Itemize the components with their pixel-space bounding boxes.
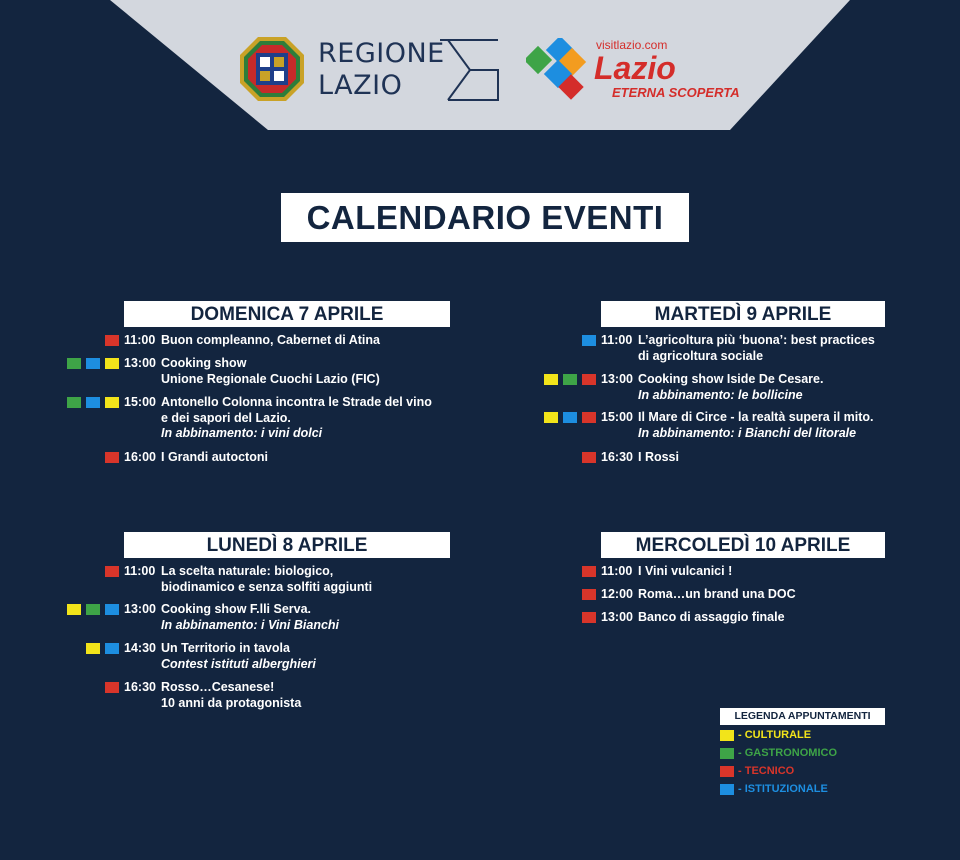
event-line: Banco di assaggio finale (638, 610, 785, 624)
category-red-marker (582, 566, 596, 577)
event-line: Antonello Colonna incontra le Strade del vino (161, 395, 432, 409)
day-header: MARTEDÌ 9 APRILE (601, 301, 885, 327)
lazio-url: visitlazio.com (596, 38, 668, 52)
event-description (638, 587, 796, 603)
category-red-marker (105, 566, 119, 577)
category-blue-marker (105, 604, 119, 615)
event-time: 11:00 (124, 564, 156, 578)
event-line: Cooking show F.lli Serva. (161, 602, 312, 616)
event-time: 13:00 (601, 610, 633, 624)
event-description (638, 333, 875, 364)
category-red-marker (582, 452, 596, 463)
event-time: 13:00 (124, 356, 156, 370)
legend-label: - GASTRONOMICO (738, 747, 837, 759)
page-title: CALENDARIO EVENTI (281, 193, 689, 242)
event-time: 14:30 (124, 641, 156, 655)
event-line: Unione Regionale Cuochi Lazio (FIC) (161, 371, 380, 386)
event-line: 10 anni da protagonista (161, 695, 302, 710)
category-blue-marker (86, 358, 100, 369)
category-red-marker (105, 335, 119, 346)
regione-line2: LAZIO (318, 70, 403, 101)
event-time: 15:00 (124, 395, 156, 409)
event-pairing-note: In abbinamento: i Vini Bianchi (161, 617, 340, 632)
event-line: I Grandi autoctoni (161, 450, 268, 464)
event-description (161, 395, 432, 442)
legend-item (720, 765, 885, 779)
legend-color-marker (720, 730, 734, 741)
event-line: biodinamico e senza solfiti aggiunti (161, 579, 373, 594)
category-blue-marker (105, 643, 119, 654)
event-line: Rosso…Cesanese! (161, 680, 275, 694)
event-line: La scelta naturale: biologico, (161, 564, 334, 578)
category-yellow-marker (544, 412, 558, 423)
event-line: Un Territorio in tavola (161, 641, 290, 655)
category-blue-marker (86, 397, 100, 408)
category-green-marker (86, 604, 100, 615)
regione-lines-decoration (440, 36, 505, 106)
event-line: L’agricoltura più ‘buona’: best practices (638, 333, 875, 347)
category-yellow-marker (67, 604, 81, 615)
event-pairing-note: In abbinamento: le bollicine (638, 387, 803, 402)
event-pairing-note: Contest istituti alberghieri (161, 656, 316, 671)
event-description (638, 450, 679, 466)
legend-color-marker (720, 766, 734, 777)
event-row (124, 450, 424, 500)
category-green-marker (67, 358, 81, 369)
event-line: I Vini vulcanici ! (638, 564, 733, 578)
event-description (161, 602, 339, 633)
category-red-marker (582, 412, 596, 423)
legend-item (720, 747, 885, 761)
day-header: LUNEDÌ 8 APRILE (124, 532, 450, 558)
category-yellow-marker (86, 643, 100, 654)
event-description (161, 356, 380, 387)
event-time: 16:30 (124, 680, 156, 694)
event-line: Il Mare di Circe - la realtà supera il mito. (638, 410, 874, 424)
legend-label: - TECNICO (738, 765, 795, 777)
legend-item (720, 729, 885, 743)
lazio-tagline: ETERNA SCOPERTA (612, 85, 740, 100)
event-description (638, 564, 732, 580)
event-description (638, 372, 823, 403)
event-time: 16:00 (124, 450, 156, 464)
event-row (124, 395, 432, 445)
lazio-wordmark: Lazio (594, 50, 676, 86)
category-green-marker (563, 374, 577, 385)
event-description (161, 333, 380, 349)
event-line: Roma…un brand una DOC (638, 587, 796, 601)
event-pairing-note: In abbinamento: i vini dolci (161, 426, 323, 440)
day-header: MERCOLEDÌ 10 APRILE (601, 532, 885, 558)
event-time: 13:00 (601, 372, 633, 386)
category-red-marker (582, 589, 596, 600)
category-blue-marker (582, 335, 596, 346)
event-description (161, 564, 372, 595)
category-yellow-marker (105, 358, 119, 369)
event-description (161, 680, 301, 711)
event-time: 11:00 (601, 333, 633, 347)
category-red-marker (582, 612, 596, 623)
category-yellow-marker (105, 397, 119, 408)
event-time: 16:30 (601, 450, 633, 464)
event-time: 11:00 (601, 564, 633, 578)
event-line: Cooking show Iside De Cesare. (638, 372, 824, 386)
event-line: e dei sapori del Lazio. (161, 410, 291, 425)
day-header: DOMENICA 7 APRILE (124, 301, 450, 327)
legend-title: LEGENDA APPUNTAMENTI (720, 708, 885, 725)
visitlazio-logo-icon (526, 38, 590, 102)
regione-lazio-crest-icon (238, 35, 306, 103)
event-description (638, 410, 874, 441)
legend-color-marker (720, 784, 734, 795)
event-description (161, 641, 316, 672)
legend-color-marker (720, 748, 734, 759)
regione-line1: REGIONE (318, 38, 445, 69)
legend-label: - ISTITUZIONALE (738, 783, 828, 795)
event-line: Cooking show (161, 356, 247, 370)
category-yellow-marker (544, 374, 558, 385)
event-line: di agricoltura sociale (638, 348, 764, 363)
legend-label: - CULTURALE (738, 729, 812, 741)
category-red-marker (105, 682, 119, 693)
event-time: 15:00 (601, 410, 633, 424)
regione-lazio-wordmark (318, 38, 445, 102)
event-description (161, 450, 268, 466)
event-time: 13:00 (124, 602, 156, 616)
event-row (124, 680, 424, 730)
category-blue-marker (563, 412, 577, 423)
category-green-marker (67, 397, 81, 408)
category-red-marker (582, 374, 596, 385)
event-time: 11:00 (124, 333, 156, 347)
event-pairing-note: In abbinamento: i Bianchi del litorale (638, 425, 857, 440)
event-row (601, 610, 901, 660)
event-time: 12:00 (601, 587, 633, 601)
event-description (638, 610, 785, 626)
legend-item (720, 783, 885, 797)
event-line: I Rossi (638, 450, 679, 464)
event-row (601, 450, 901, 500)
event-line: Buon compleanno, Cabernet di Atina (161, 333, 380, 347)
category-red-marker (105, 452, 119, 463)
